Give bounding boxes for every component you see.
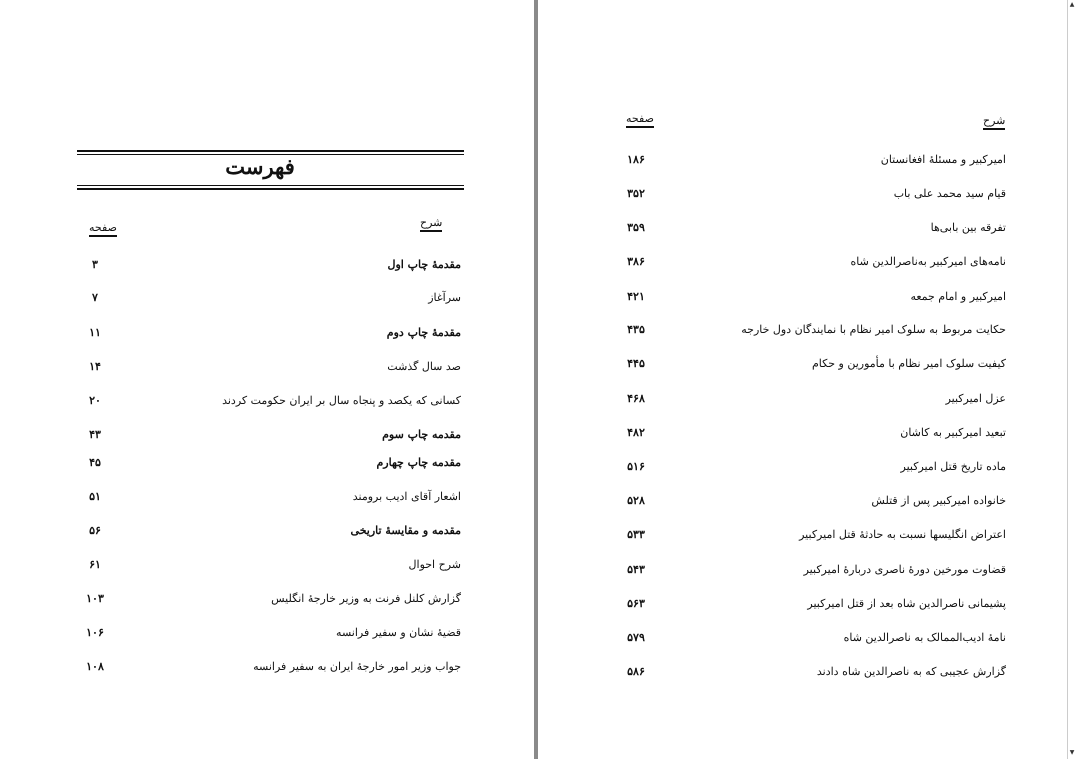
- toc-row: [0, 592, 534, 612]
- toc-entry-page-number: ۴۲۱: [627, 290, 645, 303]
- toc-entry-title: پشیمانی ناصرالدین شاه بعد از قتل امیرکبیر: [807, 597, 1006, 610]
- toc-entry-page-number: ۱۰۶: [86, 626, 104, 639]
- toc-row: [538, 187, 1076, 207]
- toc-entry-page-number: ۴۶۸: [627, 392, 645, 405]
- toc-entry-page-number: ۱۱: [89, 326, 101, 339]
- toc-row: [0, 258, 534, 278]
- toc-entry-title: مقدمهٔ چاپ اول: [387, 258, 461, 271]
- toc-entry-title: تبعید امیرکبیر به کاشان: [900, 426, 1006, 439]
- column-header-page: صفحه: [626, 112, 654, 128]
- toc-entry-title: سرآغاز: [428, 291, 461, 304]
- toc-row: [538, 255, 1076, 275]
- title-top-rule: [77, 150, 464, 152]
- toc-entry-page-number: ۱۸۶: [627, 153, 645, 166]
- toc-row: [0, 428, 534, 448]
- toc-entry-page-number: ۷: [92, 291, 98, 304]
- toc-row: [538, 460, 1076, 480]
- toc-entry-page-number: ۱۰۸: [86, 660, 104, 673]
- toc-entry-page-number: ۵۸۶: [627, 665, 645, 678]
- toc-entry-title: کیفیت سلوک امیر نظام با مأمورین و حکام: [811, 357, 1006, 370]
- toc-entry-title: خانواده امیرکبیر پس از قتلش: [871, 494, 1006, 507]
- toc-row: [538, 221, 1076, 241]
- toc-entry-title: مقدمه چاپ چهارم: [376, 456, 461, 469]
- toc-entry-page-number: ۱۰۳: [86, 592, 104, 605]
- toc-entry-page-number: ۲۰: [89, 394, 101, 407]
- right-page: [538, 0, 1076, 759]
- toc-entry-page-number: ۴۳: [89, 428, 101, 441]
- toc-row: [538, 357, 1076, 377]
- toc-row: [0, 360, 534, 380]
- toc-entry-page-number: ۳۵۹: [627, 221, 645, 234]
- toc-row: [538, 392, 1076, 412]
- toc-row: [538, 563, 1076, 583]
- toc-entry-page-number: ۵۶: [89, 524, 101, 537]
- toc-entry-title: شرح احوال: [408, 558, 461, 571]
- toc-entry-page-number: ۵۲۸: [627, 494, 645, 507]
- toc-entry-page-number: ۵۳۳: [627, 528, 645, 541]
- toc-row: [0, 291, 534, 311]
- toc-entry-title: گزارش عجیبی که به ناصرالدین شاه دادند: [816, 665, 1006, 678]
- toc-entry-page-number: ۵۱۶: [627, 460, 645, 473]
- toc-entry-title: عزل امیرکبیر: [945, 392, 1006, 405]
- toc-row: [538, 153, 1076, 173]
- toc-entry-title: ماده تاریخ قتل امیرکبیر: [900, 460, 1006, 473]
- column-header-page: صفحه: [89, 221, 117, 237]
- toc-entry-title: نامهٔ ادیب‌الممالک به ناصرالدین شاه: [843, 631, 1006, 644]
- toc-entry-title: جواب وزیر امور خارجهٔ ایران به سفیر فرانسه: [253, 660, 461, 673]
- toc-row: [538, 631, 1076, 651]
- toc-entry-page-number: ۱۴: [89, 360, 101, 373]
- toc-entry-title: حکایت مربوط به سلوک امیر نظام با نمایندگان دول خارجه: [741, 323, 1006, 336]
- toc-title: فهرست: [225, 154, 295, 179]
- column-header-description: شرح: [983, 114, 1005, 130]
- toc-entry-title: قیام سید محمد علی باب: [893, 187, 1006, 200]
- toc-row: [538, 597, 1076, 617]
- scroll-up-arrow-icon[interactable]: ▲: [1069, 1, 1075, 8]
- toc-entry-title: مقدمه و مقایسهٔ تاریخی: [350, 524, 461, 537]
- toc-row: [0, 326, 534, 346]
- toc-entry-page-number: ۳: [92, 258, 98, 271]
- toc-entry-page-number: ۵۴۳: [627, 563, 645, 576]
- toc-row: [538, 290, 1076, 310]
- toc-entry-page-number: ۵۷۹: [627, 631, 645, 644]
- toc-entry-title: قضیهٔ نشان و سفیر فرانسه: [336, 626, 461, 639]
- toc-entry-page-number: ۵۶۳: [627, 597, 645, 610]
- toc-row: [0, 394, 534, 414]
- toc-row: [538, 665, 1076, 685]
- toc-entry-page-number: ۴۳۵: [627, 323, 645, 336]
- toc-entry-page-number: ۴۴۵: [627, 357, 645, 370]
- toc-row: [538, 494, 1076, 514]
- scroll-down-arrow-icon[interactable]: ▼: [1069, 749, 1075, 756]
- toc-entry-title: اشعار آقای ادیب برومند: [352, 490, 461, 503]
- title-bottom-rule-outer: [77, 188, 464, 190]
- toc-row: [0, 524, 534, 544]
- column-header-description: شرح: [420, 216, 442, 232]
- toc-entry-title: اعتراض انگلیسها نسبت به حادثهٔ قتل امیرکبیر: [799, 528, 1006, 541]
- toc-entry-page-number: ۵۱: [89, 490, 101, 503]
- toc-entry-title: قضاوت مورخین دورهٔ ناصری دربارهٔ امیرکبیر: [803, 563, 1006, 576]
- toc-row: [0, 626, 534, 646]
- toc-row: [0, 456, 534, 476]
- toc-row: [538, 323, 1076, 343]
- toc-entry-page-number: ۴۵: [89, 456, 101, 469]
- toc-entry-page-number: ۴۸۲: [627, 426, 645, 439]
- toc-row: [538, 426, 1076, 446]
- toc-entry-page-number: ۳۵۲: [627, 187, 645, 200]
- toc-row: [538, 528, 1076, 548]
- toc-row: [0, 660, 534, 680]
- toc-entry-title: امیرکبیر و امام جمعه: [910, 290, 1006, 303]
- toc-entry-page-number: ۶۱: [89, 558, 101, 571]
- toc-entry-title: صد سال گذشت: [387, 360, 461, 373]
- title-bottom-rule: [77, 185, 464, 186]
- toc-entry-page-number: ۳۸۶: [627, 255, 645, 268]
- toc-row: [0, 490, 534, 510]
- toc-entry-title: کسانی که یکصد و پنجاه سال بر ایران حکومت کردند: [222, 394, 461, 407]
- toc-entry-title: تفرقه بین بابی‌ها: [930, 221, 1006, 234]
- toc-entry-title: گزارش کلنل فرنت به وزیر خارجهٔ انگلیس: [271, 592, 461, 605]
- toc-entry-title: مقدمهٔ چاپ دوم: [386, 326, 461, 339]
- toc-entry-title: مقدمه چاپ سوم: [382, 428, 461, 441]
- toc-row: [0, 558, 534, 578]
- left-page: [0, 0, 534, 759]
- vertical-scrollbar[interactable]: [1067, 0, 1076, 759]
- toc-entry-title: امیرکبیر و مسئلهٔ افغانستان: [880, 153, 1006, 166]
- toc-entry-title: نامه‌های امیرکبیر به‌ناصرالدین شاه: [850, 255, 1006, 268]
